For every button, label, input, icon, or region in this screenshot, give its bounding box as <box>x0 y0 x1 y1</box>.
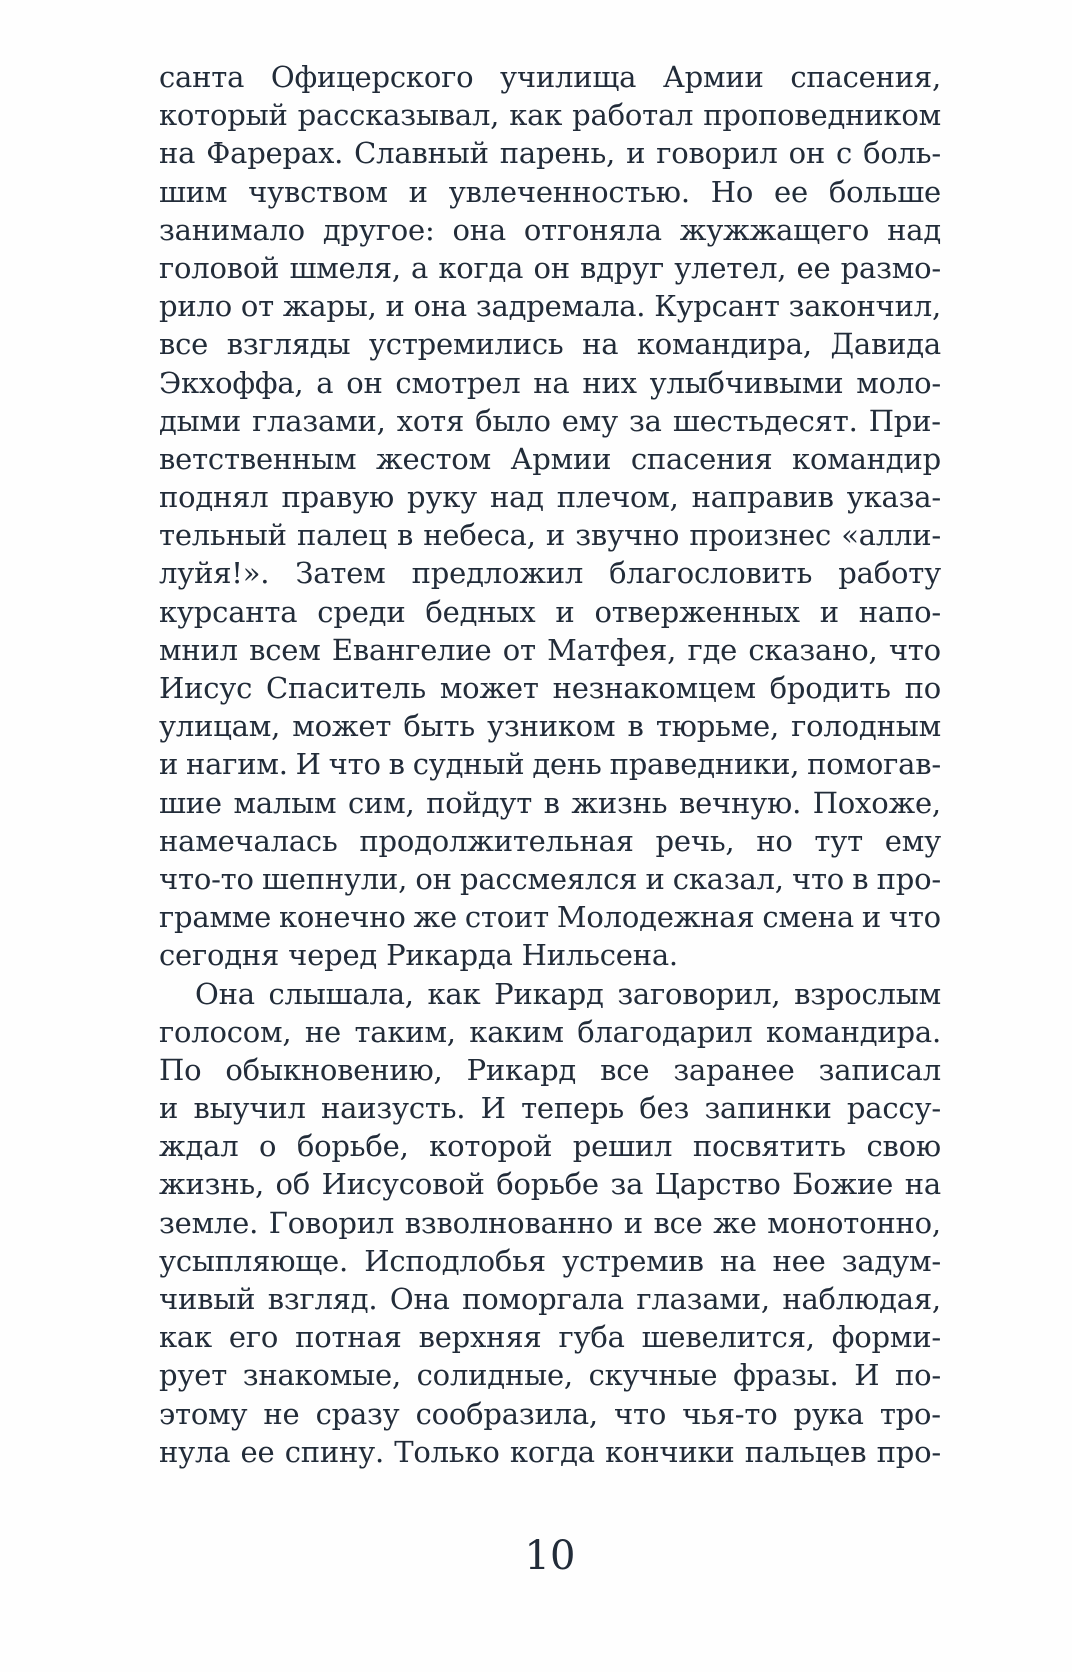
word: чья-то <box>682 1396 778 1431</box>
word: сказано, <box>748 632 878 667</box>
word: спасения, <box>790 60 941 94</box>
word: Царство <box>654 1167 781 1202</box>
word: сказал, <box>672 861 784 896</box>
word: в <box>388 747 405 782</box>
text-line <box>159 287 941 325</box>
word: рассказывал, <box>297 98 500 133</box>
word: вдруг <box>580 250 665 285</box>
text-line <box>159 975 941 1013</box>
word: он <box>533 250 570 285</box>
word: пойдут <box>426 785 533 820</box>
word: И <box>854 1358 880 1393</box>
word: его <box>228 1320 279 1355</box>
word: тут <box>814 823 863 858</box>
word: «алли- <box>841 518 941 553</box>
text-line <box>159 1280 941 1318</box>
word: И <box>480 1091 506 1126</box>
word: шестьдесят. <box>672 403 858 438</box>
word: другое: <box>322 212 435 247</box>
word: Матфея, <box>547 632 677 667</box>
word: про- <box>876 1434 941 1469</box>
word: улицам, <box>159 709 281 744</box>
word: ее <box>796 250 831 285</box>
word: командира, <box>636 327 812 362</box>
word: Похоже, <box>812 785 941 820</box>
word: же <box>413 900 457 935</box>
word: сим, <box>348 785 415 820</box>
word: глазами, <box>636 1282 770 1316</box>
word: среди <box>317 594 406 629</box>
word: Армии <box>510 441 612 476</box>
word: что <box>888 900 941 935</box>
word: говорил <box>656 136 778 171</box>
word: жизнь <box>571 785 668 820</box>
word: ему <box>884 823 941 858</box>
word: что-то <box>159 861 254 896</box>
word: когда <box>509 1434 595 1469</box>
word: монотонно, <box>767 1205 941 1240</box>
word: усыпляюще. <box>159 1243 349 1278</box>
word: Она <box>195 976 255 1011</box>
word: При- <box>868 403 941 438</box>
word: как <box>509 98 563 133</box>
word: который <box>159 98 288 133</box>
word: Давида <box>830 327 941 362</box>
word: Исподлобья <box>364 1243 546 1278</box>
word: от <box>502 632 536 667</box>
word: Говорил <box>268 1205 395 1240</box>
word: жестом <box>375 441 491 476</box>
text-line <box>159 516 941 554</box>
word: ее <box>774 174 808 209</box>
word: быть <box>403 709 475 744</box>
word: в <box>543 785 560 820</box>
word: рило <box>159 289 232 324</box>
word: записал <box>818 1052 941 1087</box>
word: Курсант <box>654 289 780 324</box>
word: размо- <box>840 250 941 285</box>
word: заранее <box>673 1052 795 1087</box>
word: на <box>533 365 570 400</box>
word: и <box>159 1091 179 1126</box>
word: борьбе, <box>296 1129 409 1164</box>
word: жизнь, <box>159 1167 264 1202</box>
word: на <box>582 327 619 362</box>
text-line <box>159 554 941 592</box>
word: увлеченностью. <box>448 174 690 209</box>
text-line <box>159 1318 941 1356</box>
word: таким, <box>354 1014 456 1049</box>
word: училища <box>500 60 637 94</box>
text-line <box>159 631 941 669</box>
word: он <box>788 136 825 171</box>
word: наблюдая, <box>782 1282 941 1316</box>
word: по <box>904 671 941 705</box>
word: взволнованно <box>404 1205 614 1240</box>
word: жужжащего <box>679 212 870 247</box>
word: хотя <box>396 403 465 438</box>
text-line <box>159 211 941 249</box>
word: может <box>439 671 539 705</box>
text-line <box>159 173 941 211</box>
word: чувством <box>248 174 388 209</box>
word: нула <box>159 1434 231 1469</box>
text-line <box>159 593 941 631</box>
word: потная <box>295 1320 402 1355</box>
word: отгоняла <box>523 212 662 247</box>
text-line <box>159 860 941 898</box>
text-line <box>159 745 941 783</box>
word: голодным <box>791 709 941 744</box>
word: Затем <box>295 556 386 591</box>
word: теперь <box>521 1091 624 1126</box>
word: губа <box>558 1320 625 1355</box>
word: за <box>610 1167 644 1202</box>
word: курсанта <box>159 594 298 629</box>
word: устремив <box>562 1243 704 1278</box>
word: выучил <box>193 1091 306 1126</box>
word: работу <box>838 556 941 591</box>
word: наизусть. <box>321 1091 466 1126</box>
word: с <box>836 136 853 171</box>
text-line <box>159 822 941 860</box>
word: что <box>328 747 381 782</box>
word: командир <box>792 441 941 476</box>
word: командира. <box>765 1014 941 1049</box>
word: дыми <box>159 403 242 438</box>
word: ему <box>561 403 618 438</box>
word: Офицерского <box>270 60 474 94</box>
word: в <box>852 861 869 896</box>
text-line <box>159 1127 941 1165</box>
word: Иисусовой <box>321 1167 485 1202</box>
word: шим <box>159 174 228 209</box>
word: рука <box>793 1396 864 1431</box>
word: небеса, <box>423 518 536 553</box>
word: Фарерах. <box>206 136 344 171</box>
word: а <box>411 250 429 285</box>
word: где <box>687 632 738 667</box>
word: тро- <box>879 1396 941 1431</box>
word: знакомые, <box>242 1358 401 1393</box>
word: помогав- <box>807 747 941 782</box>
word: всем <box>249 632 321 667</box>
word: может <box>292 709 392 744</box>
word: произнес <box>689 518 832 553</box>
word: об <box>275 1167 311 1202</box>
word: Армии <box>662 60 764 94</box>
word: проповедником <box>703 98 941 133</box>
word: улетел, <box>674 250 787 285</box>
word: ждал <box>159 1129 239 1164</box>
word: и <box>819 594 839 629</box>
word: Рикард <box>494 976 604 1011</box>
word: что <box>791 861 845 896</box>
text-line <box>159 134 941 172</box>
word: Только <box>394 1434 500 1469</box>
word: закончил, <box>788 289 941 324</box>
word: смена <box>762 900 854 935</box>
word: спасения <box>630 441 773 476</box>
word: скучные <box>588 1358 718 1393</box>
word: Божие <box>792 1167 894 1202</box>
text-line <box>159 1013 941 1051</box>
word: же <box>713 1205 757 1240</box>
word: бедных <box>425 594 536 629</box>
text-line <box>159 364 941 402</box>
text-line <box>159 1433 941 1471</box>
word: сообразила, <box>415 1396 598 1431</box>
word: над <box>489 480 544 515</box>
word: боль- <box>863 136 941 171</box>
word: как <box>159 1320 212 1355</box>
word: и <box>555 594 575 629</box>
word: обыкновению, <box>225 1052 443 1087</box>
word: По <box>159 1052 202 1087</box>
word: предложил <box>411 556 584 591</box>
word: и <box>408 174 428 209</box>
word: а <box>316 365 334 400</box>
word: в <box>627 709 644 744</box>
word: шевелится, <box>641 1320 815 1355</box>
text-line <box>159 440 941 478</box>
word: пальцев <box>744 1434 867 1469</box>
word: узником <box>487 709 616 744</box>
text-line <box>159 1204 941 1242</box>
word: фразы. <box>733 1358 839 1393</box>
word: что <box>614 1396 667 1431</box>
text-line <box>159 707 941 745</box>
word: парень, <box>499 136 616 171</box>
word: про- <box>876 861 941 896</box>
word: он <box>346 365 383 400</box>
text-line <box>159 1395 941 1433</box>
text-line <box>159 96 941 134</box>
word: на <box>720 1243 757 1278</box>
word: она <box>413 289 467 324</box>
word: поморгала <box>462 1282 624 1316</box>
word: нагим. <box>186 747 288 782</box>
word: продолжительная <box>359 823 634 858</box>
word: звучно <box>575 518 680 553</box>
word: она <box>452 212 506 247</box>
word: о <box>259 1129 277 1164</box>
word: поднял <box>159 480 269 515</box>
word: Она <box>389 1282 450 1316</box>
word: нее <box>772 1243 826 1278</box>
word: Спаситель <box>266 671 426 705</box>
word: Молодежная <box>556 900 755 935</box>
word: было <box>475 403 551 438</box>
text-line <box>159 478 941 516</box>
word: посвятить <box>692 1129 846 1164</box>
word: палец <box>296 518 387 553</box>
word: благословить <box>609 556 813 591</box>
word: без <box>639 1091 690 1126</box>
word: взрослым <box>794 976 941 1011</box>
word: как <box>427 976 481 1011</box>
word: плечом, <box>556 480 679 515</box>
word: кончики <box>605 1434 735 1469</box>
word: за <box>629 403 662 438</box>
word: глазами, <box>252 403 386 438</box>
word: задремала. <box>475 289 646 324</box>
word: и <box>645 861 665 896</box>
word: задум- <box>841 1243 941 1278</box>
text-line <box>159 1089 941 1127</box>
word: решил <box>572 1129 673 1164</box>
word: улыбчивыми <box>649 365 844 400</box>
word: сразу <box>315 1396 400 1431</box>
word: незнакомцем <box>552 671 756 705</box>
word: жары, <box>282 289 377 324</box>
word: малым <box>233 785 337 820</box>
word: рует <box>159 1358 228 1393</box>
word: Экхоффа, <box>159 365 304 400</box>
word: мнил <box>159 632 238 667</box>
word: указа- <box>846 480 941 515</box>
word: Евангелие <box>331 632 492 667</box>
word: все <box>600 1052 650 1087</box>
word: которой <box>429 1129 553 1164</box>
text-line <box>159 58 941 96</box>
word: устремились <box>368 327 564 362</box>
word: праведники, <box>609 747 800 782</box>
word: благодарил <box>577 1014 753 1049</box>
text-line <box>159 669 941 707</box>
word: он <box>415 861 452 896</box>
word: запинки <box>704 1091 832 1126</box>
text-line <box>159 1356 941 1394</box>
word: ветственным <box>159 441 357 476</box>
word: направив <box>691 480 834 515</box>
word: головой <box>159 250 280 285</box>
word: и <box>545 518 566 553</box>
text-line <box>159 1051 941 1089</box>
word: этому <box>159 1396 248 1431</box>
word: по- <box>894 1358 941 1393</box>
word: от <box>240 289 274 324</box>
word: правую <box>281 480 395 515</box>
word: Рикард <box>466 1052 577 1087</box>
word: ее <box>240 1434 275 1469</box>
word: речь, <box>655 823 735 858</box>
word: чивый <box>159 1282 256 1316</box>
word: и <box>861 900 881 935</box>
word: форми- <box>831 1320 941 1355</box>
text-line <box>159 1242 941 1280</box>
word: больше <box>828 174 941 209</box>
page-number: 10 <box>524 1533 576 1579</box>
word: стоит <box>464 900 549 935</box>
word: над <box>887 212 941 247</box>
word: шепнули, <box>261 861 408 896</box>
word: луйя!». <box>159 556 270 591</box>
word: санта <box>159 60 245 94</box>
text-line <box>159 325 941 363</box>
text-line <box>159 402 941 440</box>
word: Славный <box>354 136 489 171</box>
text-line <box>159 1165 941 1203</box>
word: руку <box>407 480 478 515</box>
word: на <box>159 136 196 171</box>
word: каким <box>469 1014 564 1049</box>
word: борьбе <box>496 1167 599 1202</box>
word: грамме <box>159 900 272 935</box>
word: земле. <box>159 1205 259 1240</box>
word: них <box>582 365 637 400</box>
text-line <box>159 898 941 936</box>
word: Но <box>710 174 754 209</box>
word: взгляд. <box>267 1282 378 1316</box>
word: тельный <box>159 518 287 553</box>
word: на <box>904 1167 941 1202</box>
word: не <box>263 1396 300 1431</box>
word: смотрел <box>395 365 521 400</box>
word: и <box>626 136 646 171</box>
word: когда <box>438 250 524 285</box>
word: и <box>623 1205 643 1240</box>
text-line <box>159 249 941 287</box>
word: спину. <box>284 1434 385 1469</box>
word: судный <box>412 747 525 782</box>
word: занимало <box>159 212 305 247</box>
word: тюрьме, <box>655 709 780 744</box>
word: и <box>159 747 179 782</box>
word: бродить <box>769 671 891 705</box>
word: голосом, <box>159 1014 292 1049</box>
word: солидные, <box>416 1358 573 1393</box>
word: в <box>396 518 414 553</box>
word: все <box>653 1205 703 1240</box>
word: что <box>888 632 941 667</box>
word: намечалась <box>159 823 338 858</box>
word: рассмеялся <box>459 861 638 896</box>
word: вечную. <box>678 785 802 820</box>
word: моло- <box>856 365 941 400</box>
word: отверженных <box>594 594 800 629</box>
word: день <box>532 747 602 782</box>
word: все <box>159 327 209 362</box>
word: И <box>295 747 321 782</box>
word: конечно <box>279 900 406 935</box>
word: свою <box>866 1129 941 1164</box>
text-line <box>159 784 941 822</box>
word: шие <box>159 785 222 820</box>
word: верхняя <box>418 1320 542 1355</box>
word: не <box>304 1014 341 1049</box>
word: заговорил, <box>617 976 781 1011</box>
text-column <box>159 58 941 1471</box>
word: и <box>385 289 405 324</box>
word: слышала, <box>268 976 414 1011</box>
word: взгляды <box>226 327 351 362</box>
word: Иисус <box>159 671 253 705</box>
word: но <box>756 823 793 858</box>
word: рассу- <box>846 1091 941 1126</box>
word: напо- <box>858 594 941 629</box>
text-line: сегодня черед Рикарда Нильсена. <box>159 938 678 973</box>
word: работал <box>572 98 694 133</box>
word: шмеля, <box>289 250 401 285</box>
